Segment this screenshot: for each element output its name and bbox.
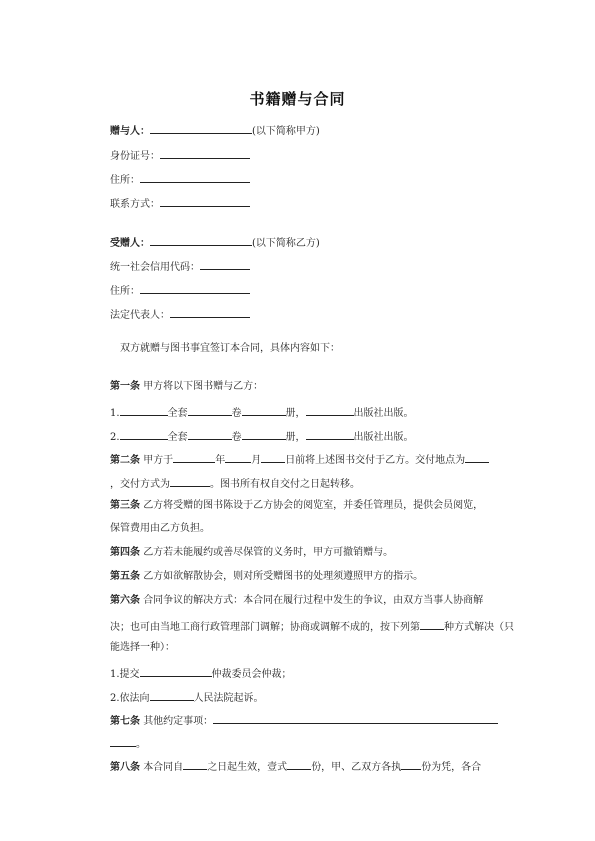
article-4-text: 乙方若未能履约或善尽保管的义务时，甲方可撤销赠与。 [143,547,394,558]
recipient-name-blank[interactable] [150,234,252,246]
book-1-volume-label: 卷 [231,408,242,419]
book-item-2 [110,428,414,445]
donor-address-label: 住所： [110,175,140,186]
article-7-end: 。 [136,739,146,750]
article-2-cont [110,475,360,492]
article-2-t2: 日前将上述图书交付于乙方。交付地点为 [285,455,466,466]
dispute-option-2a: 2.依法向 [110,693,150,704]
donor-alias: (以下简称甲方) [252,126,320,137]
article-1-text: 甲方将以下图书赠与乙方： [143,381,264,392]
article-6-line-2 [110,618,514,635]
effective-date-blank[interactable] [183,758,207,770]
delivery-place-blank[interactable] [465,451,489,463]
article-2-year: 年 [215,455,226,466]
book-1-set-label: 全套 [167,408,188,419]
recipient-label: 受赠人： [110,238,150,249]
donor-address-blank[interactable] [140,171,250,183]
recipient-legal-rep-label: 法定代表人： [110,310,170,321]
article-8-head: 第八条 [110,762,140,773]
recipient-credit-line [110,258,250,275]
book-1-volume-blank[interactable] [242,404,286,416]
court-blank[interactable] [150,689,194,701]
donor-id-label: 身份证号： [110,151,160,162]
book-1-publisher-blank[interactable] [306,404,354,416]
article-8-t2: 之日起生效，壹式 [207,762,288,773]
copies-each-blank[interactable] [401,758,421,770]
dispute-option-1 [110,665,292,682]
recipient-address-line [110,282,250,299]
article-1 [110,380,263,394]
copies-total-blank[interactable] [287,758,311,770]
article-6-head: 第六条 [110,595,140,606]
book-item-1-no: 1. [110,408,120,419]
book-2-publisher-blank[interactable] [306,428,354,440]
donor-id-line [110,147,250,164]
dispute-method-blank[interactable] [420,618,444,630]
book-item-2-no: 2. [110,432,120,443]
recipient-legal-rep-blank[interactable] [170,306,250,318]
article-7-head: 第七条 [110,716,140,727]
article-5-head: 第五条 [110,571,140,582]
other-terms-blank[interactable] [213,712,498,724]
article-6-line-1: 合同争议的解决方式：本合同在履行过程中发生的争议，由双方当事人协商解 [143,595,484,606]
article-2-month: 月 [251,455,262,466]
article-8 [110,758,481,775]
book-2-copies-label: 册， [285,432,306,443]
book-2-set-label: 全套 [167,432,188,443]
delivery-month-blank[interactable] [225,451,251,463]
book-2-volume-label: 卷 [231,432,242,443]
arbitration-commission-blank[interactable] [140,665,212,677]
recipient-credit-label: 统一社会信用代码： [110,262,200,273]
article-7 [110,712,498,729]
article-6-line-2b: 种方式解决（只 [444,622,514,633]
donor-contact-blank[interactable] [160,195,250,207]
contract-title: 书籍赠与合同 [249,90,346,108]
article-7-cont [110,735,146,752]
delivery-method-blank[interactable] [170,475,210,487]
article-8-t4: 份为凭，各合 [421,762,482,773]
delivery-year-blank[interactable] [173,451,215,463]
donor-id-blank[interactable] [160,147,250,159]
article-2 [110,451,489,468]
donor-label: 赠与人： [110,126,150,137]
article-8-t1: 本合同自 [143,762,184,773]
book-2-volume-blank[interactable] [242,428,286,440]
donor-line [110,122,320,139]
article-3-line-1: 乙方将受赠的图书陈设于乙方协会的阅览室，并委任管理员，提供会员阅览， [143,500,484,511]
article-6-line-2a: 决；也可由当地工商行政管理部门调解；协商或调解不成的，按下列第 [110,622,420,633]
donor-name-blank[interactable] [150,122,252,134]
book-2-set-blank[interactable] [188,428,232,440]
recipient-legal-rep-line [110,306,250,323]
dispute-option-1a: 1.提交 [110,669,140,680]
donor-contact-label: 联系方式： [110,199,160,210]
article-8-t3: 份，甲、乙双方各执 [311,762,402,773]
book-1-set-blank[interactable] [188,404,232,416]
book-1-title-blank[interactable] [120,404,168,416]
article-1-head: 第一条 [110,381,140,392]
article-6 [110,594,483,608]
book-2-publisher-label: 出版社出版。 [353,432,414,443]
recipient-line [110,234,320,251]
article-3-line-2: 保管费用由乙方负担。 [110,523,210,534]
article-2-t4: 。图书所有权自交付之日起转移。 [210,479,360,490]
dispute-option-1b: 仲裁委员会仲裁； [211,669,292,680]
delivery-day-blank[interactable] [261,451,285,463]
recipient-address-label: 住所： [110,286,140,297]
article-7-text: 其他约定事项： [143,716,214,727]
intro-text: 双方就赠与图书事宜签订本合同，具体内容如下： [120,343,340,354]
article-2-t1: 甲方于 [143,455,174,466]
other-terms-blank-2[interactable] [110,735,136,747]
article-2-t3: ，交付方式为 [110,479,170,490]
book-2-title-blank[interactable] [120,428,168,440]
recipient-alias: (以下简称乙方) [252,238,320,249]
book-1-copies-label: 册， [285,408,306,419]
dispute-option-2b: 人民法院起诉。 [193,693,264,704]
article-4-head: 第四条 [110,547,140,558]
donor-contact-line [110,195,250,212]
article-5 [110,570,423,584]
article-2-head: 第二条 [110,455,140,466]
article-5-text: 乙方如欲解散协会，则对所受赠图书的处理须遵照甲方的指示。 [143,571,424,582]
book-1-publisher-label: 出版社出版。 [353,408,414,419]
article-3-head: 第三条 [110,500,140,511]
article-4 [110,546,393,560]
recipient-address-blank[interactable] [140,282,250,294]
dispute-option-2 [110,689,264,706]
recipient-credit-blank[interactable] [200,258,250,270]
book-item-1 [110,404,414,421]
article-3 [110,499,483,513]
donor-address-line [110,171,250,188]
article-6-line-3: 能选择一种）： [110,642,175,653]
